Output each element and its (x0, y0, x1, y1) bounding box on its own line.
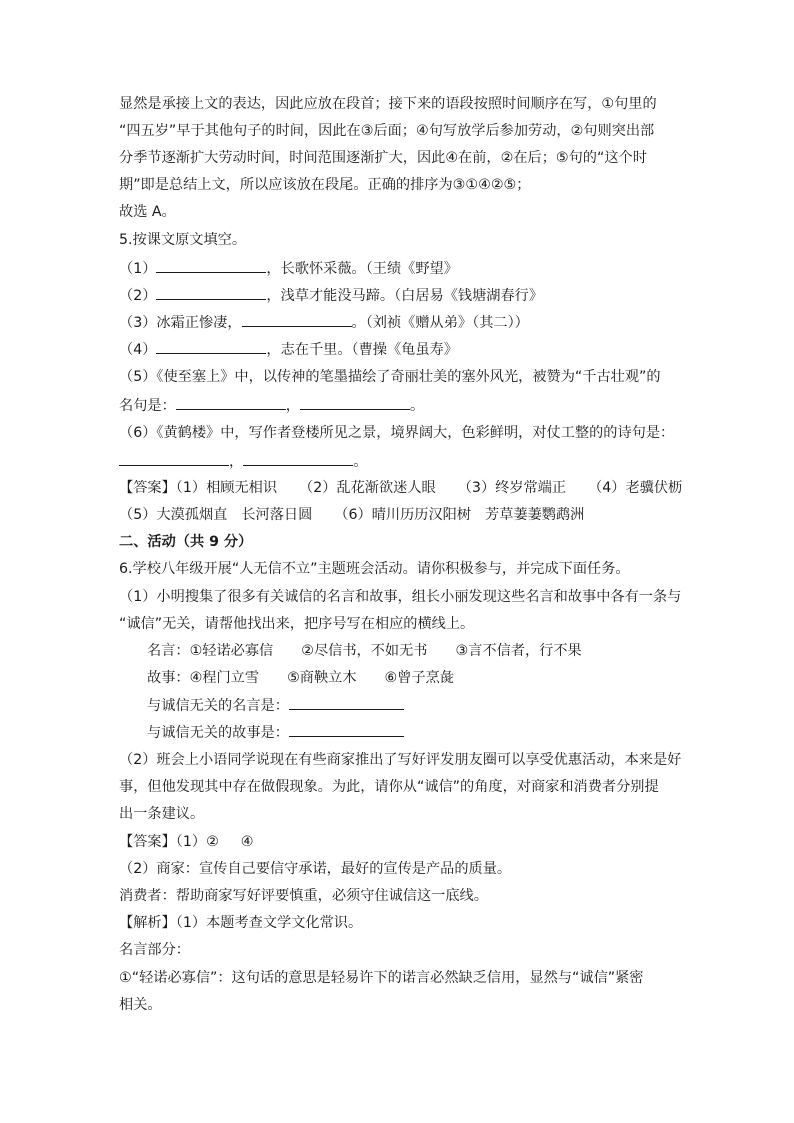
analysis-text: （1）本题考查文学文化常识。 (175, 915, 363, 931)
answer-5-row-1 (119, 478, 794, 498)
answer-6-row-2: （2）商家：宣传自己要信守承诺，最好的宣传是产品的质量。 (119, 861, 512, 877)
stories-row (147, 668, 794, 688)
analysis-row-2: 名言部分： (119, 942, 190, 958)
answer-item: （1）② (175, 834, 219, 850)
story-item: ⑤商鞅立木 (287, 670, 357, 686)
paragraph-line: 分季节逐渐扩大劳动时间，时间范围逐渐扩大，因此④在前，②在后；⑤句的“这个时 (119, 150, 647, 166)
question-5-item-5-blanks (119, 395, 794, 416)
fill-blank (176, 395, 286, 410)
question-5-item-2 (119, 285, 794, 306)
answer-label: 【答案】 (119, 480, 176, 496)
question-5-item-3 (119, 312, 794, 333)
analysis-label: 【解析】 (119, 915, 176, 931)
story-item: ⑥曾子烹彘 (384, 670, 455, 686)
section-2-heading: 二、活动（共 9 分） (119, 534, 253, 550)
analysis-row-3: ①“轻诺必寡信”：这句话的意思是轻易许下的诺言必然缺乏信用，显然与“诚信”紧密 (119, 970, 644, 986)
item-text: ，志在千里。（曹操《龟虽寿》 (266, 342, 458, 358)
fill-blank (242, 312, 352, 327)
sayings-answer-line (147, 695, 794, 716)
paragraph-line: “四五岁”早于其他句子的时间，因此在③后面；④句写放学后参加劳动，②句则突出部 (119, 123, 655, 139)
item-label: （4） (119, 342, 157, 358)
fill-blank (289, 722, 404, 737)
paragraph-line: 显然是承接上文的表达，因此应放在段首；接下来的语段按照时间顺序在写，①句里的 (119, 96, 657, 112)
question-5-item-5: （5）《使至塞上》中，以传神的笔墨描绘了奇丽壮美的塞外风光，被赞为“千古壮观”的 (119, 369, 661, 385)
question-6-1-text: （1）小明搜集了很多有关诚信的名言和故事，组长小丽发现这些名言和故事中各有一条与 (119, 589, 682, 605)
answer-6-row-3: 消费者：帮助商家写好评要慎重，必须守住诚信这一底线。 (119, 888, 488, 904)
blank-label: 与诚信无关的名言是： (147, 698, 289, 714)
fill-blank (156, 258, 266, 273)
question-6-title: 6.学校八年级开展“人无信不立”主题班会活动。请你积极参与，并完成下面任务。 (119, 561, 630, 577)
blank-label: 与诚信无关的故事是： (147, 725, 289, 741)
answer-item: （5）大漠孤烟直 (119, 507, 228, 523)
stories-answer-line (147, 722, 794, 743)
answer-label: 【答案】 (119, 834, 176, 850)
question-5-item-1 (119, 258, 794, 279)
answer-5-row-2 (119, 505, 794, 525)
question-6-1-text: “诚信”无关，请帮他找出来，把序号写在相应的横线上。 (119, 616, 475, 632)
answer-6-row-1 (119, 832, 794, 852)
item-label: 名句是： (119, 398, 176, 414)
analysis-row-4: 相关。 (119, 997, 162, 1013)
period: 。 (409, 398, 425, 414)
saying-item: ①轻诺必寡信 (189, 643, 274, 659)
comma: ， (285, 398, 300, 414)
item-text: 。（刘祯《赠从弟》（其二）） (351, 315, 529, 331)
answer-item: （6）晴川历历汉阳树 (334, 507, 472, 523)
answer-item: 芳草萋萋鹦鹉洲 (485, 507, 585, 523)
question-5-title: 5.按课文原文填空。 (119, 232, 247, 248)
question-6-2-text: （2）班会上小语同学说现在有些商家推出了写好评发朋友圈可以享受优惠活动，本来是好 (119, 752, 682, 768)
fill-blank (243, 451, 353, 466)
question-6-2-text: 出一条建议。 (119, 806, 205, 822)
item-text: ，长歌怀采薇。（王绩《野望》 (266, 261, 458, 277)
saying-item: ②尽信书，不如无书 (301, 643, 428, 659)
answer-item: 长河落日圆 (241, 507, 313, 523)
answer-item: （4）老骥伏枥 (588, 480, 683, 496)
answer-item: ④ (240, 834, 254, 850)
period: 。 (353, 454, 368, 470)
fill-blank (119, 451, 229, 466)
question-5-item-6-blanks (119, 451, 794, 472)
analysis-row-1 (119, 913, 794, 933)
story-item: ④程门立雪 (189, 670, 260, 686)
fill-blank (156, 285, 266, 300)
question-5-item-6: （6）《黄鹤楼》中，写作者登楼所见之景，境界阔大，色彩鲜明，对仗工整的的诗句是： (119, 425, 675, 441)
answer-item: （2）乱花渐欲迷人眼 (299, 480, 436, 496)
stories-label: 故事： (147, 670, 190, 686)
item-label: （1） (119, 261, 157, 277)
fill-blank (300, 395, 410, 410)
item-label: （3）冰霜正惨凄， (119, 315, 242, 331)
saying-item: ③言不信者，行不果 (455, 643, 582, 659)
fill-blank (156, 339, 266, 354)
paragraph-line: 期”即是总结上文，所以应该放在段尾。正确的排序为③①④②⑤； (119, 177, 531, 193)
answer-item: （3）终岁常端正 (457, 480, 567, 496)
item-label: （2） (119, 288, 157, 304)
fill-blank (289, 695, 404, 710)
question-6-2-text: 事，但他发现其中存在做假现象。为此，请你从“诚信”的角度，对商家和消费者分别提 (119, 779, 659, 795)
item-text: ，浅草才能没马蹄。（白居易《钱塘湖春行》 (266, 288, 544, 304)
comma: ， (229, 454, 244, 470)
sayings-label: 名言： (147, 643, 190, 659)
paragraph-line: 故选 A。 (119, 204, 176, 220)
answer-item: （1）相顾无相识 (175, 480, 278, 496)
question-5-item-4 (119, 339, 794, 360)
sayings-row (147, 641, 794, 661)
